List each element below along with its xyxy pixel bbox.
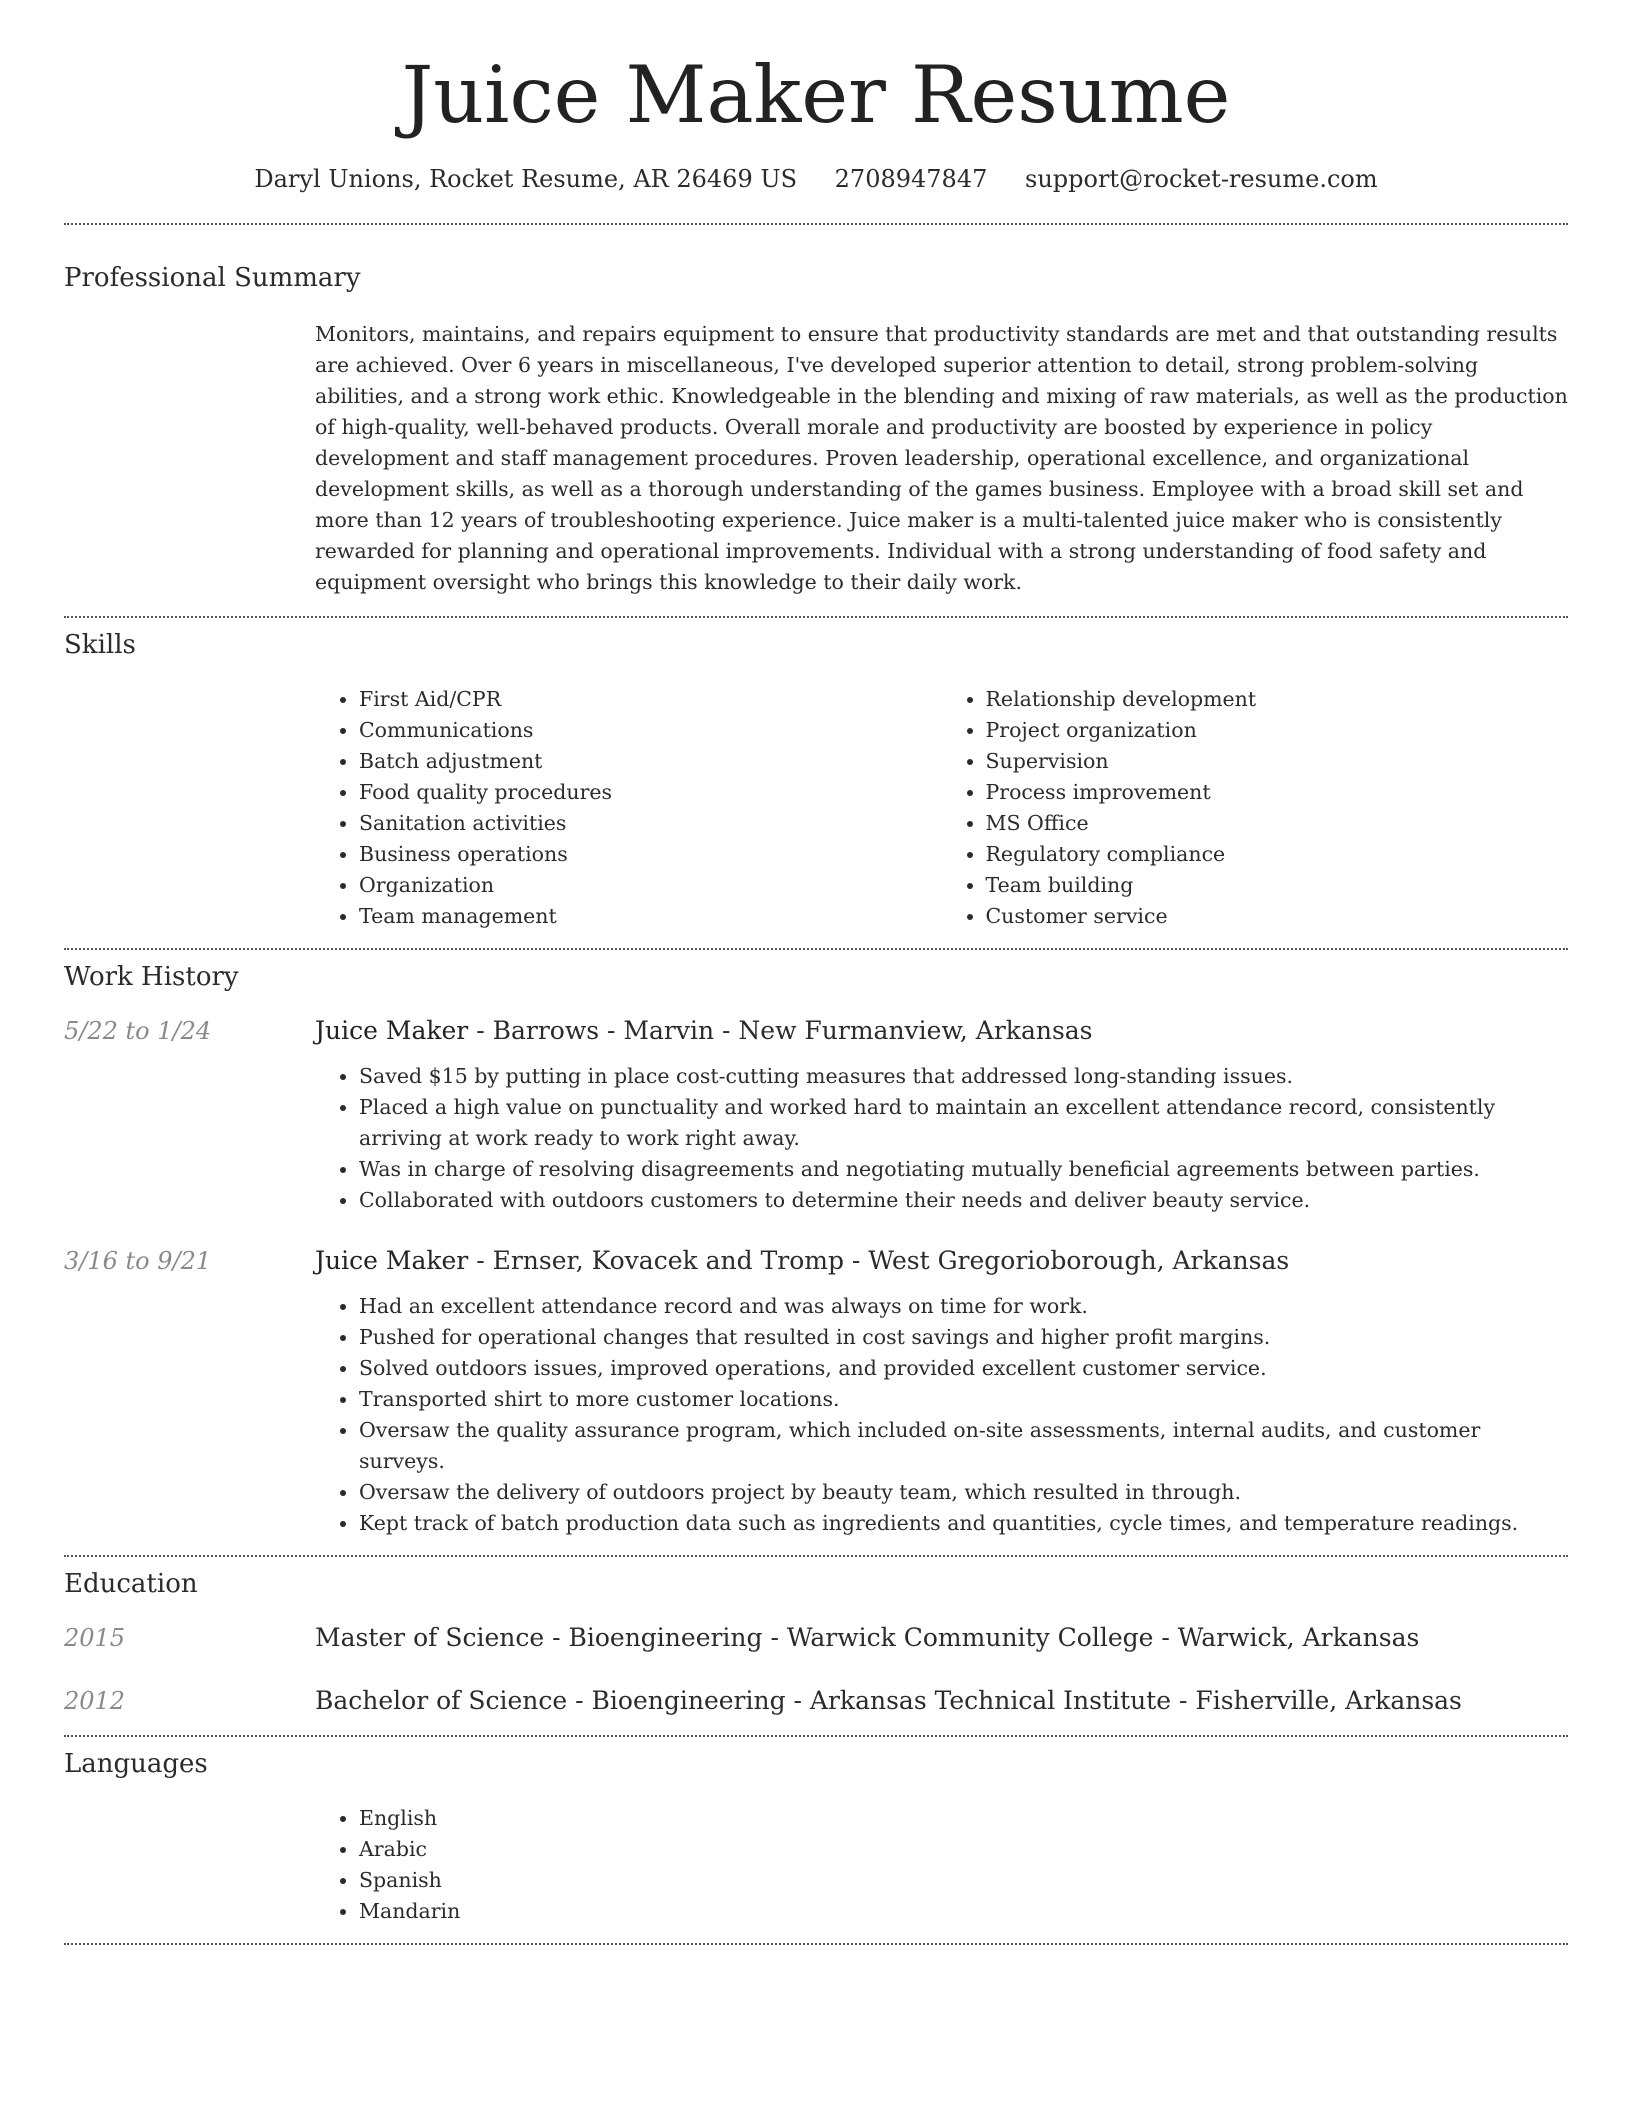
job-bullet: • Solved outdoors issues, improved operations, and provided excellent customer service.	[359, 1353, 1568, 1384]
contact-email: support@rocket-resume.com	[1025, 164, 1378, 193]
skills-section	[64, 630, 1568, 932]
skill-item: • Communications	[359, 715, 942, 746]
job-bullet: • Pushed for operational changes that resulted in cost savings and higher profit margins.	[359, 1322, 1568, 1353]
divider	[64, 1943, 1568, 1945]
job-details: - Ernser, Kovacek and Tromp - West Gregorioborough, Arkansas	[468, 1245, 1290, 1275]
job-role: Juice Maker	[315, 1015, 469, 1045]
job-bullet: • Collaborated with outdoors customers to determine their needs and deliver beauty service.	[359, 1185, 1568, 1216]
skills-list-right	[942, 684, 1569, 932]
work-history-section	[64, 962, 1568, 1539]
section-title-summary: Professional Summary	[64, 262, 361, 293]
job-bullet: • Saved $15 by putting in place cost-cutting measures that addressed long-standing issues.	[359, 1061, 1568, 1092]
job-entry	[64, 1246, 1568, 1539]
job-bullet: • Transported shirt to more customer locations.	[359, 1384, 1568, 1415]
skill-item: • MS Office	[986, 808, 1569, 839]
job-bullet: • Had an excellent attendance record and was always on time for work.	[359, 1291, 1568, 1322]
divider	[64, 1555, 1568, 1557]
job-dates: 5/22 to 1/24	[64, 1016, 212, 1045]
divider	[64, 223, 1568, 225]
job-role: Juice Maker	[315, 1245, 469, 1275]
languages-section	[64, 1749, 1568, 1927]
job-details: - Barrows - Marvin - New Furmanview, Arkansas	[468, 1015, 1093, 1045]
divider	[64, 1735, 1568, 1737]
summary-section	[64, 263, 1568, 598]
skill-item: • Sanitation activities	[359, 808, 942, 839]
languages-list	[315, 1803, 1568, 1927]
job-bullet: • Was in charge of resolving disagreements and negotiating mutually beneficial agreements between parties.	[359, 1154, 1568, 1185]
contact-address: Daryl Unions, Rocket Resume, AR 26469 US	[254, 164, 798, 193]
skill-item: • Batch adjustment	[359, 746, 942, 777]
skill-item: • Relationship development	[986, 684, 1569, 715]
language-item: • English	[359, 1803, 1568, 1834]
section-title-education: Education	[64, 1568, 198, 1599]
skill-item: • Customer service	[986, 901, 1569, 932]
skill-item: • Project organization	[986, 715, 1569, 746]
language-item: • Mandarin	[359, 1896, 1568, 1927]
job-dates: 3/16 to 9/21	[64, 1246, 212, 1275]
skills-list-left	[315, 684, 942, 932]
education-degree: Master of Science - Bioengineering - Warwick Community College - Warwick, Arkansas	[315, 1622, 1420, 1652]
education-entry	[64, 1686, 1568, 1715]
job-bullet: • Oversaw the quality assurance program, which included on-site assessments, internal audits, and customer surveys.	[359, 1415, 1568, 1477]
section-title-work-history: Work History	[64, 961, 239, 992]
section-title-languages: Languages	[64, 1748, 208, 1779]
job-bullets	[315, 1291, 1568, 1539]
resume-title: Juice Maker Resume	[401, 49, 1231, 141]
job-bullet: • Oversaw the delivery of outdoors project by beauty team, which resulted in through.	[359, 1477, 1568, 1508]
summary-text: Monitors, maintains, and repairs equipment to ensure that productivity standards are met and that outstanding results are achieved. Over 6 years in miscellaneous, I've developed superior attention to detail, strong problem-solving abilities, and a strong work ethic. Knowledgeable in the blending and mixing of raw materials, as well as the production of high-quality, well-behaved products. Overall morale and productivity are boosted by experience in policy development and staff management procedures. Proven leadership, operational excellence, and organizational development skills, as well as a thorough understanding of the games business. Employee with a broad skill set and more than 12 years of troubleshooting experience. Juice maker is a multi-talented juice maker who is consistently rewarded for planning and operational improvements. Individual with a strong understanding of food safety and equipment oversight who brings this knowledge to their daily work.	[315, 321, 1568, 594]
contact-line	[64, 165, 1568, 193]
language-item: • Arabic	[359, 1834, 1568, 1865]
skill-item: • Food quality procedures	[359, 777, 942, 808]
education-entry	[64, 1623, 1568, 1652]
education-year: 2015	[64, 1623, 126, 1652]
education-degree: Bachelor of Science - Bioengineering - Arkansas Technical Institute - Fisherville, Arkansas	[315, 1685, 1462, 1715]
skills-columns	[315, 684, 1568, 932]
skill-item: • Business operations	[359, 839, 942, 870]
skill-item: • First Aid/CPR	[359, 684, 942, 715]
divider	[64, 948, 1568, 950]
job-bullets	[315, 1061, 1568, 1216]
job-bullet: • Kept track of batch production data such as ingredients and quantities, cycle times, and temperature readings.	[359, 1508, 1568, 1539]
section-title-skills: Skills	[64, 629, 136, 660]
skill-item: • Process improvement	[986, 777, 1569, 808]
job-entry	[64, 1016, 1568, 1216]
resume-page	[64, 0, 1568, 1945]
education-year: 2012	[64, 1686, 126, 1715]
education-section	[64, 1569, 1568, 1715]
skill-item: • Team management	[359, 901, 942, 932]
skill-item: • Supervision	[986, 746, 1569, 777]
skill-item: • Regulatory compliance	[986, 839, 1569, 870]
contact-phone: 2708947847	[834, 164, 988, 193]
skill-item: • Team building	[986, 870, 1569, 901]
job-title	[315, 1016, 1093, 1045]
divider	[64, 616, 1568, 618]
job-bullet: • Placed a high value on punctuality and worked hard to maintain an excellent attendance record, consistently arriving at work ready to work right away.	[359, 1092, 1568, 1154]
skill-item: • Organization	[359, 870, 942, 901]
language-item: • Spanish	[359, 1865, 1568, 1896]
job-title	[315, 1246, 1289, 1275]
